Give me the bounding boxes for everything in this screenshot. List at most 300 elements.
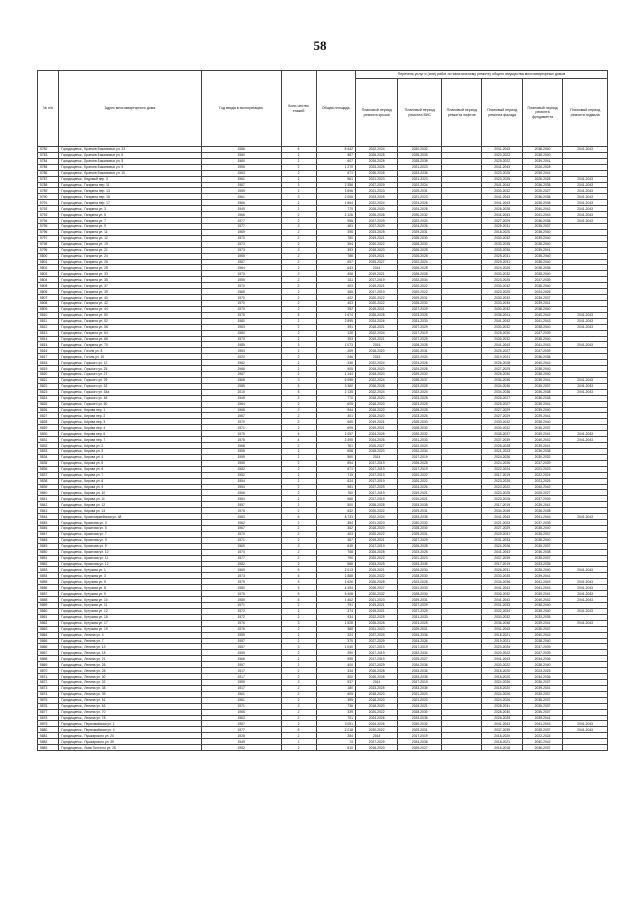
row-year: 1966 (201, 212, 281, 218)
row-year: 1928 (201, 733, 281, 739)
row-roof: 2017-2019 (355, 289, 398, 295)
row-area: 790 (316, 555, 355, 561)
row-floors: 2 (281, 206, 316, 212)
row-year: 1966 (201, 656, 281, 662)
row-roof: 2024-2026 (355, 431, 398, 437)
row-basement: 2041-2043 (563, 218, 608, 224)
row-num: 5833 (38, 449, 59, 455)
row-facade: 2041-2043 (482, 212, 522, 218)
row-engineering: 2022-2024 (398, 182, 442, 188)
row-address: Городищенск., Кирова ул. 13 (59, 508, 201, 514)
row-address: Городищенск., Горького ул. 34а (59, 389, 201, 395)
row-address: Городищенск., Ленина ул. 38 (59, 685, 201, 691)
row-address: Городищенск., Ленина ул. 51 (59, 697, 201, 703)
row-floors: 2 (281, 395, 316, 401)
row-facade: 2041-2043 (482, 164, 522, 170)
row-facade: 2031-2033 (482, 537, 522, 543)
row-num: 5878 (38, 715, 59, 721)
row-facade: 2041-2043 (482, 318, 522, 324)
row-num: 5849 (38, 543, 59, 549)
row-floors: 2 (281, 614, 316, 620)
row-floors: 2 (281, 543, 316, 549)
row-num: 5848 (38, 537, 59, 543)
row-facade: 2030-2032 (482, 271, 522, 277)
row-floors: 2 (281, 200, 316, 206)
row-facade: 2023-2025 (482, 289, 522, 295)
row-facade: 2024-2026 (482, 460, 522, 466)
row-area: 259 (316, 348, 355, 354)
row-address: Городищенск., Гагарина ул. 66 (59, 336, 201, 342)
row-facade: 2018-2020 (482, 674, 522, 680)
row-address: Городищенск., Кирова пер. 3 (59, 419, 201, 425)
row-area: 385 (316, 626, 355, 632)
row-facade: 2022-2024 (482, 466, 522, 472)
row-basement: 2041-2043 (563, 182, 608, 188)
row-roof: 2026-2028 (355, 674, 398, 680)
row-address: Городищенск., Гагарина ул. 9 (59, 223, 201, 229)
row-facade: 2020-2022 (482, 650, 522, 656)
row-roof: 2017-2019 (355, 472, 398, 478)
row-roof: 2023-2025 (355, 561, 398, 567)
row-year: 1960 (201, 543, 281, 549)
row-year: 1961 (201, 691, 281, 697)
row-address: Городищенск., Кирова ул. 7 (59, 472, 201, 478)
row-facade: 2030-2032 (482, 591, 522, 597)
row-roof: 2019-2021 (355, 336, 398, 342)
row-area: 1 040 (316, 644, 355, 650)
row-num: 5869 (38, 662, 59, 668)
row-foundation: 2036-2037 (522, 745, 562, 751)
row-foundation: 2037-2039 (522, 520, 562, 526)
row-roof: 2017-2019 (355, 656, 398, 662)
row-engineering: 2024-2026 (398, 223, 442, 229)
row-facade: 2025-2027 (482, 395, 522, 401)
row-num: 5790 (38, 194, 59, 200)
row-num: 5822 (38, 383, 59, 389)
row-area: 649 (316, 543, 355, 549)
row-num: 5853 (38, 567, 59, 573)
row-facade: 2026-2028 (482, 206, 522, 212)
row-roof: 2025-2027 (355, 259, 398, 265)
row-area: 395 (316, 229, 355, 235)
row-facade: 2018-2020 (482, 229, 522, 235)
row-engineering: 2029-2031 (398, 188, 442, 194)
row-engineering: 2027-2029 (398, 537, 442, 543)
row-engineering: 2033-2035 (398, 668, 442, 674)
row-foundation: 2041-2043 (522, 721, 562, 727)
row-num: 5846 (38, 526, 59, 532)
row-roof: 2019-2021 (355, 567, 398, 573)
row-facade: 2028-2031 (482, 703, 522, 709)
row-foundation: 2039-2040 (522, 235, 562, 241)
row-roof: 2020-2022 (355, 508, 398, 514)
row-floors: 2 (281, 360, 316, 366)
row-floors: 2 (281, 679, 316, 685)
row-area: 1 270 (316, 164, 355, 170)
row-year: 1965 (201, 289, 281, 295)
row-basement: 2041-2043 (563, 342, 608, 348)
row-num: 5879 (38, 721, 59, 727)
row-year: 1917 (201, 685, 281, 691)
row-floors: 2 (281, 235, 316, 241)
row-foundation: 2035-2037 (522, 543, 562, 549)
row-foundation: 2038-2040 (522, 271, 562, 277)
row-num: 5860 (38, 608, 59, 614)
row-num: 5845 (38, 520, 59, 526)
row-foundation: 2036-2038 (522, 218, 562, 224)
row-address: Городищенск., Кутузова ул. 10 (59, 597, 201, 603)
row-area: 770 (316, 395, 355, 401)
row-foundation: 2040-2042 (522, 484, 562, 490)
row-engineering: 2034-2036 (398, 662, 442, 668)
row-year: 1969 (201, 253, 281, 259)
row-num: 5795 (38, 223, 59, 229)
row-num: 5863 (38, 626, 59, 632)
row-basement: 2041-2043 (563, 318, 608, 324)
row-year: 1963 (201, 170, 281, 176)
row-address: Городищенск., Кирова ул. 3 (59, 449, 201, 455)
row-engineering: 2022-2024 (398, 354, 442, 360)
row-foundation: 2022-2024 (522, 733, 562, 739)
row-engineering: 2034-2036 (398, 632, 442, 638)
row-roof: 2028-2030 (355, 206, 398, 212)
row-roof: 2026-2028 (355, 212, 398, 218)
row-basement: 2041-2043 (563, 200, 608, 206)
row-year: 1985 (201, 597, 281, 603)
row-roof: 2022-2024 (355, 514, 398, 520)
row-foundation: 2038-2040 (522, 253, 562, 259)
row-facade: 2027-2029 (482, 413, 522, 419)
row-engineering: 2027-2029 (398, 602, 442, 608)
row-area: 607 (316, 158, 355, 164)
row-address: Городищенск., Гагарина ул. 56 (59, 324, 201, 330)
row-foundation: 2041-2043 (522, 514, 562, 520)
row-address: Городищенск., Гагарина ул. 7 (59, 218, 201, 224)
row-area: 791 (316, 602, 355, 608)
row-floors: 3 (281, 620, 316, 626)
row-address: Городищенск., Гагарина ул. 33 (59, 271, 201, 277)
row-floors: 2 (281, 454, 316, 460)
row-facade: 2041-2043 (482, 342, 522, 348)
row-roof: 2019-2021 (355, 306, 398, 312)
row-floors: 2 (281, 632, 316, 638)
row-foundation: 2037-2039 (522, 277, 562, 283)
row-floors: 2 (281, 348, 316, 354)
row-floors: 2 (281, 656, 316, 662)
row-year: 1957 (201, 638, 281, 644)
row-engineering: 2030-2032 (398, 431, 442, 437)
row-engineering: 2023-2025 (398, 549, 442, 555)
row-year: 1977 (201, 555, 281, 561)
row-year: 1989 (201, 383, 281, 389)
row-year: 1970 (201, 336, 281, 342)
row-num: 5823 (38, 389, 59, 395)
row-year: 1957 (201, 502, 281, 508)
row-facade: 2016-2018 (482, 745, 522, 751)
row-roof: 2023-2025 (355, 229, 398, 235)
row-engineering: 2029-2031 (398, 597, 442, 603)
row-foundation: 2038-2040 (522, 602, 562, 608)
row-basement: 2041-2043 (563, 212, 608, 218)
row-foundation: 2041-2043 (522, 585, 562, 591)
row-roof: 2025-2027 (355, 443, 398, 449)
row-address: Городищенск., Гагарина ул. 44 (59, 306, 201, 312)
row-address: Городищенск., Гагарина ул. 3 (59, 206, 201, 212)
row-num: 5882 (38, 739, 59, 745)
row-basement: 2041-2043 (563, 567, 608, 573)
row-facade: 2030-2032 (482, 336, 522, 342)
row-elevators (442, 745, 482, 751)
row-engineering: 2032-2034 (398, 449, 442, 455)
row-foundation: 2025-2027 (522, 490, 562, 496)
row-engineering: 2028-2030 (398, 591, 442, 597)
row-year: 1969 (201, 567, 281, 573)
row-foundation: 2030-2032 (522, 454, 562, 460)
row-foundation: 2041-2043 (522, 579, 562, 585)
row-basement: 2041-2043 (563, 620, 608, 626)
row-facade: 2017-2019 (482, 472, 522, 478)
row-num: 5870 (38, 668, 59, 674)
row-num: 5876 (38, 703, 59, 709)
row-floors: 2 (281, 697, 316, 703)
row-year: 1968 (201, 443, 281, 449)
row-facade: 2034-2036 (482, 377, 522, 383)
row-floors: 2 (281, 259, 316, 265)
row-engineering: 2019-2021 (398, 496, 442, 502)
row-num: 5835 (38, 460, 59, 466)
row-facade: 2035-2037 (482, 431, 522, 437)
row-floors: 2 (281, 745, 316, 751)
row-area: 781 (316, 443, 355, 449)
row-foundation: 2034-2036 (522, 656, 562, 662)
row-address: Городищенск., Ленина ул. 7 (59, 638, 201, 644)
row-year: 1965 (201, 709, 281, 715)
row-area: 643 (316, 265, 355, 271)
row-facade: 2023-2025 (482, 496, 522, 502)
row-address: Городищенск., Гагарина ул. 37 (59, 283, 201, 289)
row-year: 1975 (201, 508, 281, 514)
row-facade: 2023-2025 (482, 478, 522, 484)
row-address: Городищенск., Горького ул. 25 (59, 366, 201, 372)
row-year: 1964 (201, 401, 281, 407)
row-foundation: 2035-2037 (522, 555, 562, 561)
row-area: 403 (316, 283, 355, 289)
row-facade: 2024-2026 (482, 697, 522, 703)
row-foundation: 2038-2040 (522, 526, 562, 532)
row-address: Городищенск., Горького ул. 29 (59, 377, 201, 383)
row-year: 1972 (201, 614, 281, 620)
row-address: Городищенск., Гагарина ул. 24 (59, 253, 201, 259)
row-year: 1976 (201, 620, 281, 626)
row-num: 5834 (38, 454, 59, 460)
row-roof: 2018-2020 (355, 407, 398, 413)
row-year: 1949 (201, 739, 281, 745)
row-engineering: 2033-2035 (398, 170, 442, 176)
row-roof: 2027-2029 (355, 218, 398, 224)
row-engineering: 2024-2026 (398, 366, 442, 372)
row-facade: 2023-2025 (482, 176, 522, 182)
row-address: Городищенск., Ленина ул. 39 (59, 691, 201, 697)
row-area: 719 (316, 472, 355, 478)
row-foundation: 2033-2035 (522, 614, 562, 620)
row-area: 671 (316, 466, 355, 472)
row-floors: 2 (281, 212, 316, 218)
row-year: 1959 (201, 454, 281, 460)
row-address: Городищенск., Кирова пер. 4 (59, 425, 201, 431)
row-foundation: 2038-2040 (522, 336, 562, 342)
row-num: 5836 (38, 466, 59, 472)
row-foundation: 2040-2042 (522, 632, 562, 638)
row-facade: 2028-2030 (482, 709, 522, 715)
row-foundation: 2037-2039 (522, 650, 562, 656)
row-num: 5867 (38, 650, 59, 656)
row-floors: 2 (281, 306, 316, 312)
row-area: 2 057 (316, 431, 355, 437)
row-floors: 2 (281, 531, 316, 537)
row-floors: 2 (281, 602, 316, 608)
row-facade: 2025-2027 (482, 348, 522, 354)
row-basement: 2041-2043 (563, 389, 608, 395)
row-floors: 2 (281, 283, 316, 289)
row-facade: 2041-2043 (482, 585, 522, 591)
row-foundation: 2039-2041 (522, 502, 562, 508)
row-num: 5792 (38, 206, 59, 212)
housing-registry-table (37, 70, 608, 751)
row-engineering: 2017-2019 (398, 733, 442, 739)
row-num: 5840 (38, 490, 59, 496)
row-area: 400 (316, 662, 355, 668)
row-foundation: 2039-2041 (522, 413, 562, 419)
row-engineering: 2028-2030 (398, 425, 442, 431)
row-address: Городищенск., Гагарина ул. 19 (59, 241, 201, 247)
row-roof: 2027-2029 (355, 223, 398, 229)
row-facade: 2028-2030 (482, 330, 522, 336)
row-roof: 2018-2020 (355, 395, 398, 401)
row-num: 5820 (38, 372, 59, 378)
row-floors: 2 (281, 158, 316, 164)
row-facade: 2023-2025 (482, 170, 522, 176)
header-basement: Плановый период ремонта подвала (563, 79, 608, 147)
row-roof: 2027-2029 (355, 638, 398, 644)
row-foundation: 2035-2037 (522, 691, 562, 697)
row-year: 1971 (201, 703, 281, 709)
row-engineering: 2028-2030 (398, 526, 442, 532)
row-area: 605 (316, 401, 355, 407)
row-year: 1961 (201, 697, 281, 703)
row-year: 1971 (201, 425, 281, 431)
row-foundation: 2041-2043 (522, 342, 562, 348)
row-year: 1967 (201, 372, 281, 378)
row-num: 5788 (38, 182, 59, 188)
row-num: 5794 (38, 218, 59, 224)
header-floors: Коли-чество этажей (281, 71, 316, 147)
row-num: 5805 (38, 283, 59, 289)
row-floors: 2 (281, 247, 316, 253)
row-num: 5813 (38, 330, 59, 336)
row-roof: 2020-2022 (355, 709, 398, 715)
row-facade: 2027-2029 (482, 407, 522, 413)
row-facade: 2033-2035 (482, 573, 522, 579)
row-roof: 2026-2028 (355, 579, 398, 585)
row-area: 126 (316, 330, 355, 336)
row-facade: 2029-2031 (482, 259, 522, 265)
row-num: 5818 (38, 360, 59, 366)
row-year: 1974 (201, 549, 281, 555)
row-address: Городищенск., Гагарина ул. 28 (59, 265, 201, 271)
row-foundation: 2024-2026 (522, 289, 562, 295)
row-facade: 2018-2020 (482, 733, 522, 739)
row-year: 1987 (201, 182, 281, 188)
row-year: 1973 (201, 247, 281, 253)
row-facade: 2024-2026 (482, 679, 522, 685)
row-foundation: 2038-2040 (522, 229, 562, 235)
row-facade: 2026-2028 (482, 360, 522, 366)
row-engineering: 2024-2026 (398, 638, 442, 644)
row-address: Городищенск., Кирова ул. 12 (59, 502, 201, 508)
row-floors: 2 (281, 733, 316, 739)
row-area: 537 (316, 679, 355, 685)
row-engineering: 2022-2024 (398, 443, 442, 449)
row-engineering: 2029-2030 (398, 372, 442, 378)
row-engineering: 2026-2028 (398, 271, 442, 277)
row-area: 481 (316, 223, 355, 229)
row-floors: 2 (281, 638, 316, 644)
row-engineering: 2025-2027 (398, 745, 442, 751)
row-floors: 5 (281, 312, 316, 318)
row-num: 5843 (38, 508, 59, 514)
row-address: Городищенск., Горького ул. 27 (59, 372, 201, 378)
row-num: 5832 (38, 443, 59, 449)
row-year: 1959 (201, 188, 281, 194)
row-roof: 2020-2022 (355, 727, 398, 733)
row-year: 1957 (201, 662, 281, 668)
header-year: Год ввода в эксплуатацию (201, 71, 281, 147)
row-floors: 2 (281, 472, 316, 478)
table-body (38, 147, 608, 751)
header-elevators: Плановый период ремонта лифтов (442, 79, 482, 147)
row-address: Городищенск., Ленина ул. 4 (59, 632, 201, 638)
row-year: 1966 (201, 366, 281, 372)
row-floors: 2 (281, 372, 316, 378)
row-foundation: 2038-2040 (522, 147, 562, 153)
row-year: 1970 (201, 300, 281, 306)
row-year: 1962 (201, 520, 281, 526)
row-year: 1969 (201, 229, 281, 235)
row-engineering: 2029-2031 (398, 727, 442, 733)
row-floors: 2 (281, 330, 316, 336)
row-engineering: 2023-2025 (398, 413, 442, 419)
row-num: 5824 (38, 395, 59, 401)
row-roof: 2015 (355, 342, 398, 348)
row-engineering: 2025-2027 (398, 656, 442, 662)
row-facade: 2024-2026 (482, 543, 522, 549)
row-foundation: 2036-2037 (522, 679, 562, 685)
row-area: 3 360 (316, 383, 355, 389)
row-facade: 2036-2038 (482, 620, 522, 626)
row-roof: 2018-2020 (355, 703, 398, 709)
row-floors: 2 (281, 407, 316, 413)
row-num: 5821 (38, 377, 59, 383)
row-engineering: 2017-2019 (398, 466, 442, 472)
row-basement: 2041-2043 (563, 514, 608, 520)
row-foundation: 2039-2041 (522, 431, 562, 437)
row-area: 736 (316, 703, 355, 709)
row-roof: 2021-2023 (355, 597, 398, 603)
row-address: Городищенск., Ленина ул. 26 (59, 662, 201, 668)
row-basement: 2041-2043 (563, 147, 608, 153)
row-area: 1 144 (316, 372, 355, 378)
row-num: 5814 (38, 336, 59, 342)
